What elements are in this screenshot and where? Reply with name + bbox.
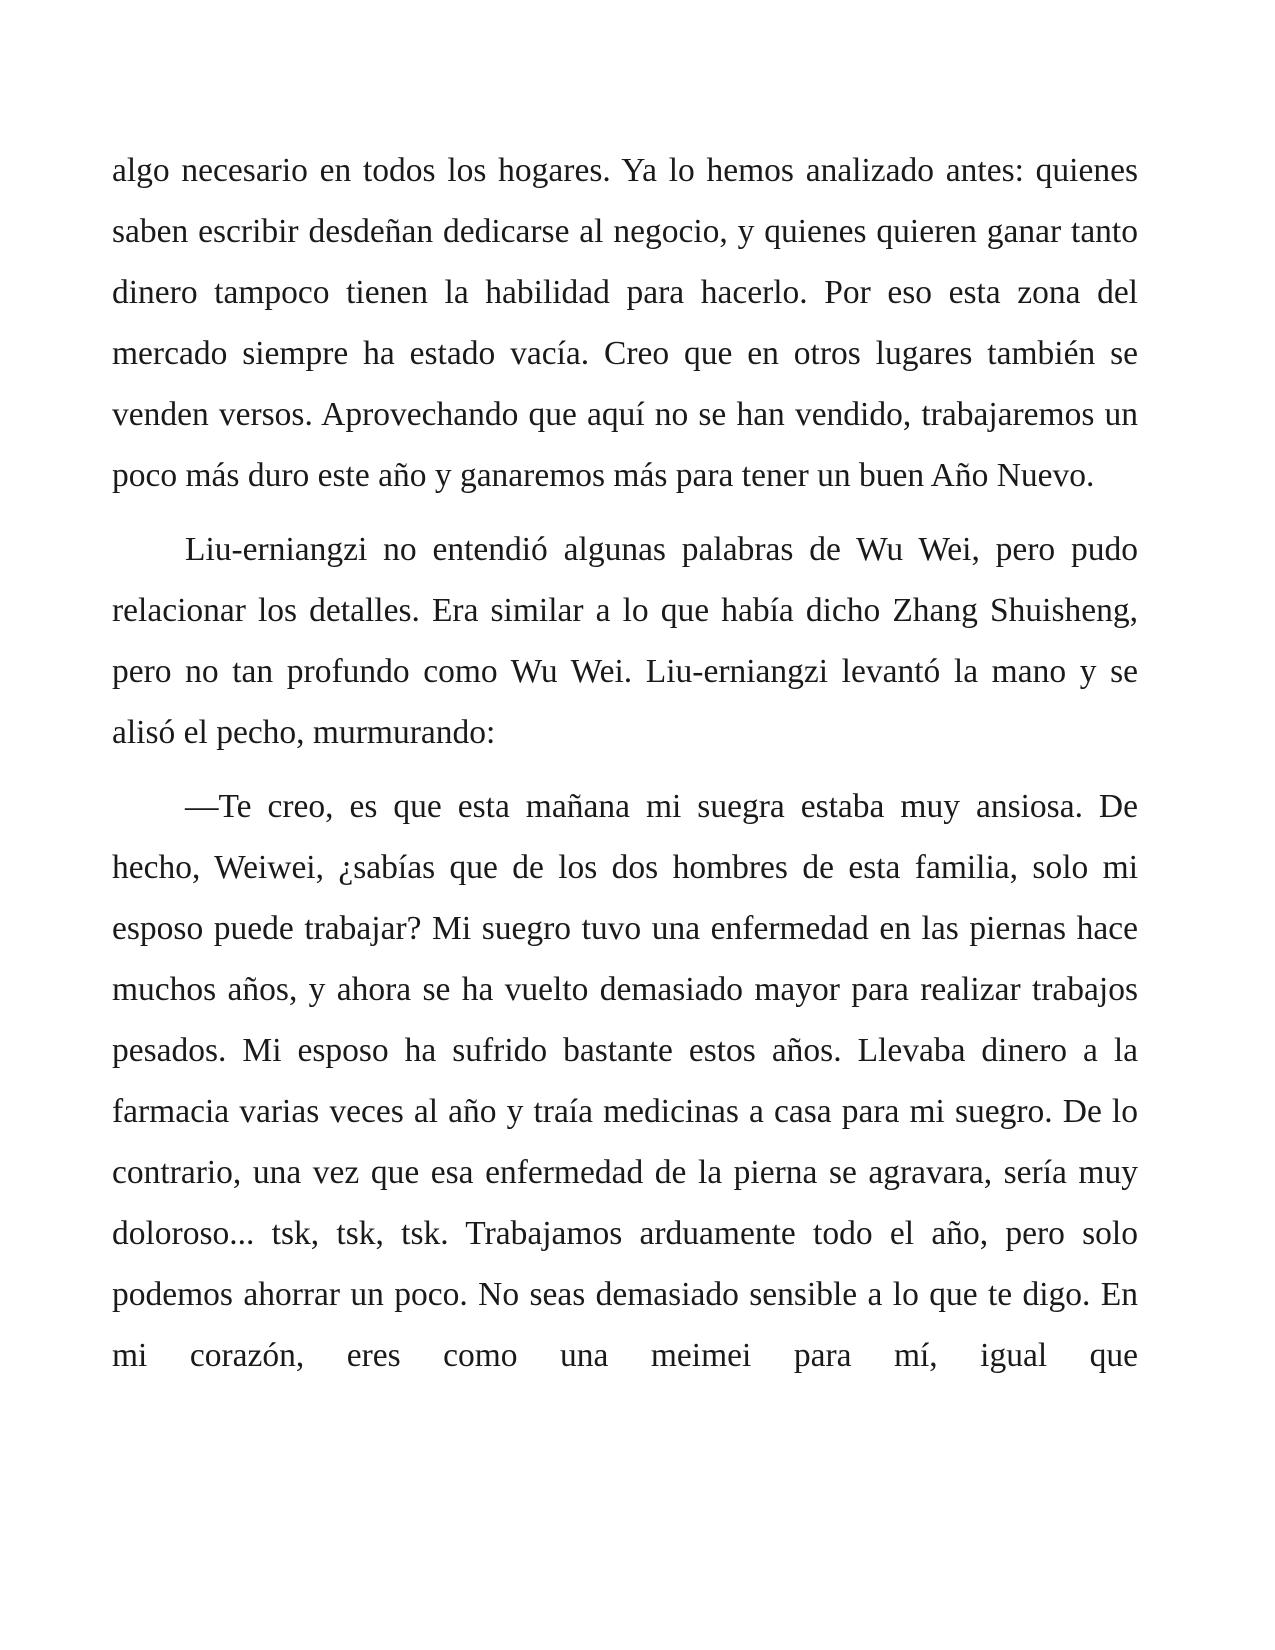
body-text [112, 140, 1138, 1399]
paragraph-dialogue: —Te creo, es que esta mañana mi suegra estaba muy ansiosa. De hecho, Weiwei, ¿sabías que de los dos hombres de esta familia, solo mi esposo puede trabajar? Mi suegro tuvo una enfermedad en las piernas hace muchos años, y ahora se ha vuelto demasiado mayor para realizar trabajos pesados. Mi esposo ha sufrido bastante estos años. Llevaba dinero a la farmacia varias veces al año y traía medicinas a casa para mi suegro. De lo contrario, una vez que esa enfermedad de la pierna se agravara, sería muy doloroso... tsk, tsk, tsk. Trabajamos arduamente todo el año, pero solo podemos ahorrar un poco. No seas demasiado sensible a lo que te digo. En mi corazón, eres como una meimei para mí, igual que [112, 788, 1138, 1374]
paragraph-continuation: algo necesario en todos los hogares. Ya lo hemos analizado antes: quienes saben escribir desdeñan dedicarse al negocio, y quienes quieren ganar tanto dinero tampoco tienen la habilidad para hacerlo. Por eso esta zona del mercado siempre ha estado vacía. Creo que en otros lugares también se venden versos. Aprovechando que aquí no se han vendido, trabajaremos un poco más duro este año y ganaremos más para tener un buen Año Nuevo. [112, 152, 1138, 494]
paragraph-narration: Liu-erniangzi no entendió algunas palabras de Wu Wei, pero pudo relacionar los detalles. Era similar a lo que había dicho Zhang Shuisheng, pero no tan profundo como Wu Wei. Liu-erniangzi levantó la mano y se alisó el pecho, murmurando: [112, 531, 1138, 751]
